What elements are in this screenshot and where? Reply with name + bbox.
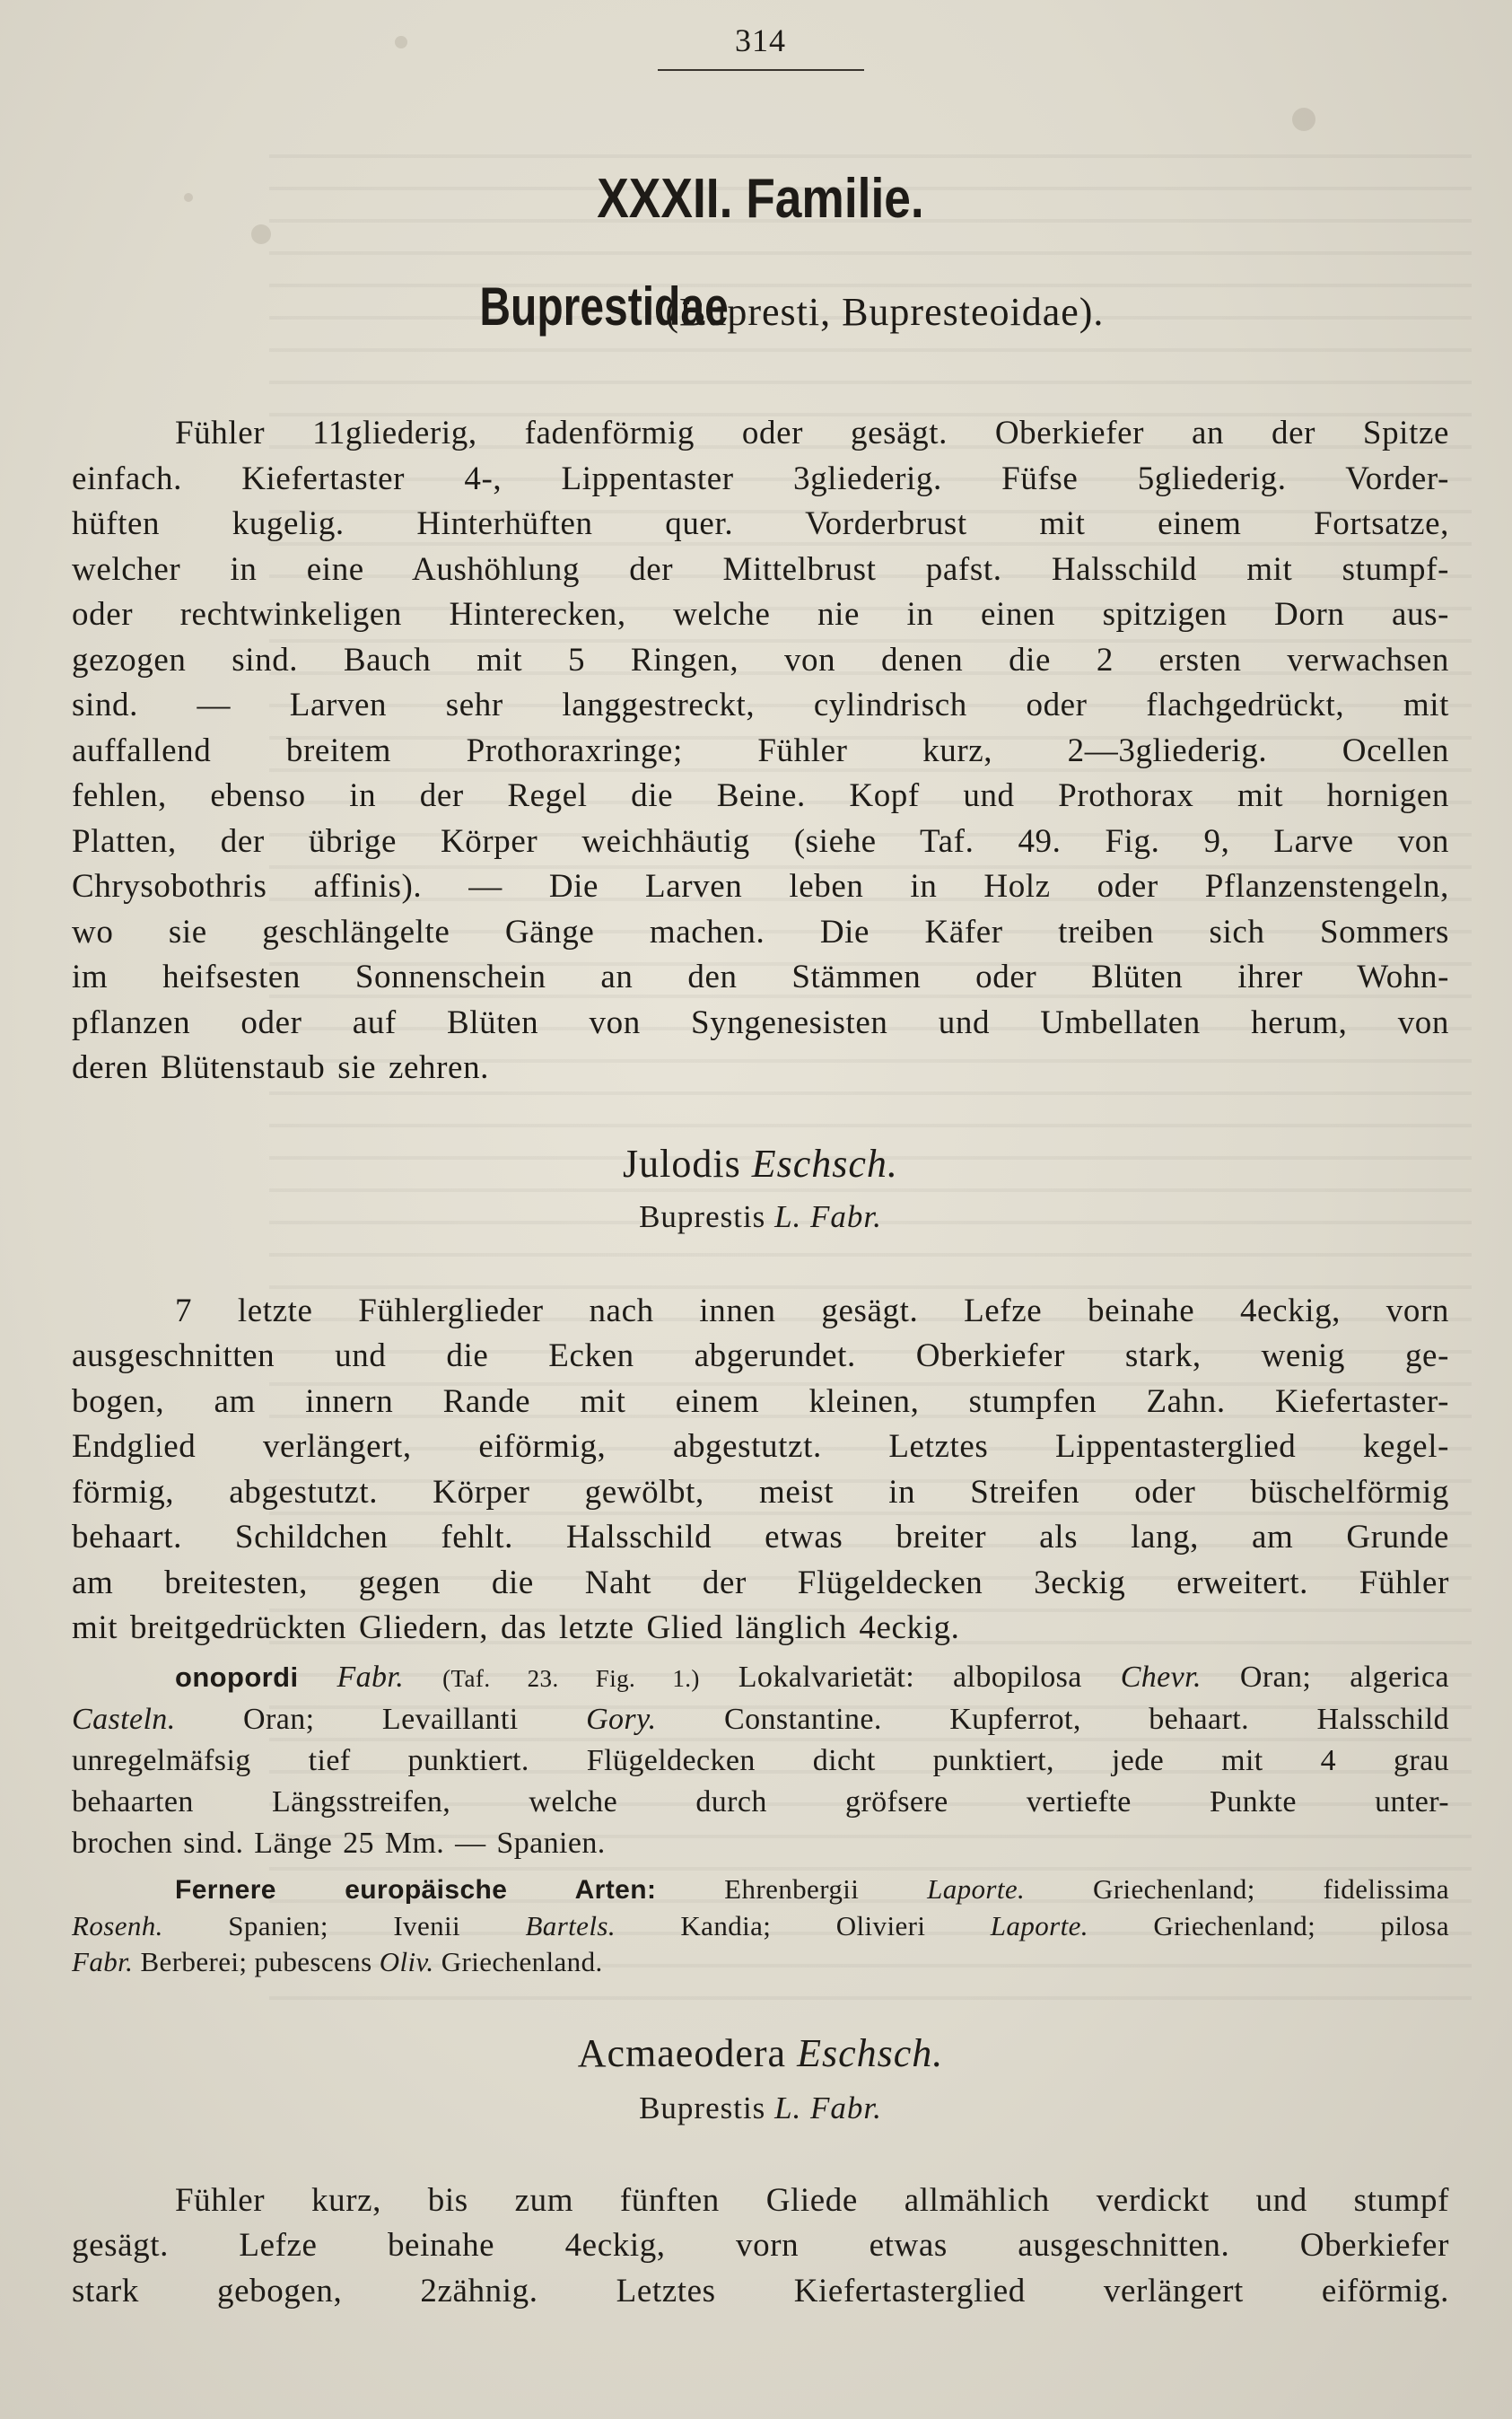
text-author: Oliv. [379,1945,434,1977]
genus-title-julodis [72,1140,1449,1188]
plate-reference: (Taf. 23. Fig. 1.) [442,1664,700,1692]
text-run: Spanien; Ivenii [162,1909,526,1941]
other-species [72,1871,1449,1980]
text-line: sind. — Larven sehr langgestreckt, cylindrisch oder flachgedrückt, mit [72,687,1449,723]
text-line [72,1657,1449,1699]
text-line: stark gebogen, 2zähnig. Letztes Kiefertasterglied verlängert eiförmig. [72,2272,1449,2309]
text-line: förmig, abgestutzt. Körper gewölbt, meist in Streifen oder büschelförmig [72,1473,1449,1511]
synonym-name: Buprestis [639,2090,766,2125]
genus-synonym [72,1197,1449,1237]
species-entry [72,1657,1449,1864]
text-line: einfach. Kiefertaster 4-, Lippentaster 3gliederig. Füfse 5gliederig. Vorder- [72,460,1449,497]
text-run: Kandia; Olivieri [615,1909,991,1941]
text-line: behaart. Schildchen fehlt. Halsschild etwas breiter als lang, am Grunde [72,1519,1449,1556]
text-line: im heifsesten Sonnenschein an den Stämmen oder Blüten ihrer Wohn- [72,959,1449,995]
text-line [72,1944,1449,1980]
text-line: wo sie geschlängelte Gänge machen. Die Käfer treiben sich Sommers [72,913,1449,951]
family-heading: XXXII. Familie. [597,168,924,230]
text-line: Platten, der übrige Körper weichhäutig (siehe Taf. 49. Fig. 9, Larve von [72,822,1449,860]
text-run: Lokalvarietät: albopilosa [699,1660,1121,1694]
text-line: ausgeschnitten und die Ecken abgerundet. Oberkiefer stark, wenig ge- [72,1337,1449,1374]
text-run: Oran; algerica [1201,1660,1449,1694]
synonym-name: Buprestis [639,1198,766,1234]
text-line: hüften kugelig. Hinterhüften quer. Vorderbrust mit einem Fortsatze, [72,505,1449,542]
text-author: Laporte. [990,1909,1088,1941]
header-rule [658,69,864,71]
genus-synonym [72,2089,1449,2128]
text-line: auffallend breitem Prothoraxringe; Fühler kurz, 2—3gliederig. Ocellen [72,732,1449,769]
text-line: Chrysobothris affinis). — Die Larven leben in Holz oder Pflanzenstengeln, [72,868,1449,905]
text-line: bogen, am innern Rande mit einem kleinen, stumpfen Zahn. Kiefertaster- [72,1382,1449,1420]
text-run: Griechenland. [433,1945,603,1977]
genus-name: Acmaeodera [577,2030,787,2075]
text-author: Rosenh. [72,1909,163,1941]
species-name: onopordi [175,1661,299,1693]
text-author: Chevr. [1120,1660,1202,1694]
text-line: fehlen, ebenso in der Regel die Beine. Kopf und Prothorax mit hornigen [72,777,1449,814]
page-number: 314 [735,22,786,58]
text-line: welcher in eine Aushöhlung der Mittelbrust pafst. Halsschild mit stumpf- [72,550,1449,588]
text-line: Fühler 11gliederig, fadenförmig oder gesägt. Oberkiefer an der Spitze [175,415,1449,451]
text-line [72,1908,1449,1944]
genus-author: Eschsch. [751,1141,898,1186]
synonym-author: L. Fabr. [774,1198,882,1234]
text-line: brochen sind. Länge 25 Mm. — Spanien. [72,1826,606,1860]
species-author: Fabr. [336,1660,405,1694]
text-line [72,1871,1449,1908]
family-synonyms: (Bupresti, Bupresteoidae). [665,290,1105,334]
genus-description [72,1289,1449,1652]
genus-author: Eschsch. [797,2030,944,2075]
text-line: am breitesten, gegen die Naht der Flügeldecken 3eckig erweitert. Fühler [72,1564,1449,1601]
text-line: mit breitgedrückten Gliedern, das letzte Glied länglich 4eckig. [72,1609,960,1646]
text-run: Griechenland; fidelissima [1025,1872,1449,1905]
text-line: Fühler kurz, bis zum fünften Gliede allmählich verdickt und stumpf [175,2181,1449,2219]
text-author: Laporte. [927,1872,1026,1905]
page-content [72,22,1449,2314]
text-line: Endglied verlängert, eiförmig, abgestutzt. Letztes Lippentasterglied kegel- [72,1428,1449,1465]
text-author: Fabr. [72,1945,134,1977]
genus-description [72,2178,1449,2315]
text-run: Oran; Levaillanti [175,1702,587,1736]
text-line: 7 letzte Fühlerglieder nach innen gesägt. Lefze beinahe 4eckig, vorn [175,1292,1449,1329]
text-line: unregelmäfsig tief punktiert. Flügeldecken dicht punktiert, jede mit 4 grau [72,1743,1449,1777]
text-author: Casteln. [72,1702,176,1736]
text-run: Berberei; pubescens [133,1945,380,1977]
text-line: deren Blütenstaub sie zehren. [72,1049,490,1086]
text-run: Constantine. Kupferrot, behaart. Halsschild [656,1702,1449,1736]
text-line: oder rechtwinkeligen Hinterecken, welche nie in einen spitzigen Dorn aus- [72,596,1449,633]
text-line: pflanzen oder auf Blüten von Syngenesisten und Umbellaten herum, von [72,1004,1449,1041]
text-author: Gory. [586,1702,657,1736]
text-author: Bartels. [525,1909,616,1941]
text-line: gezogen sind. Bauch mit 5 Ringen, von denen die 2 ersten verwachsen [72,641,1449,679]
family-name: Buprestidae [478,276,729,337]
text-line: behaarten Längsstreifen, welche durch gröfsere vertiefte Punkte unter- [72,1784,1449,1819]
other-species-label: Fernere europäische Arten: [175,1874,657,1905]
text-run: Ehrenbergii [656,1872,928,1905]
text-line: gesägt. Lefze beinahe 4eckig, vorn etwas ausgeschnitten. Oberkiefer [72,2227,1449,2264]
genus-title-acmaeodera [72,2029,1449,2078]
synonym-author: L. Fabr. [774,2090,882,2125]
text-line [72,1699,1449,1740]
text-run: Griechenland; pilosa [1088,1909,1449,1941]
family-description [72,411,1449,1091]
genus-name: Julodis [623,1141,741,1186]
family-title [72,276,1449,353]
